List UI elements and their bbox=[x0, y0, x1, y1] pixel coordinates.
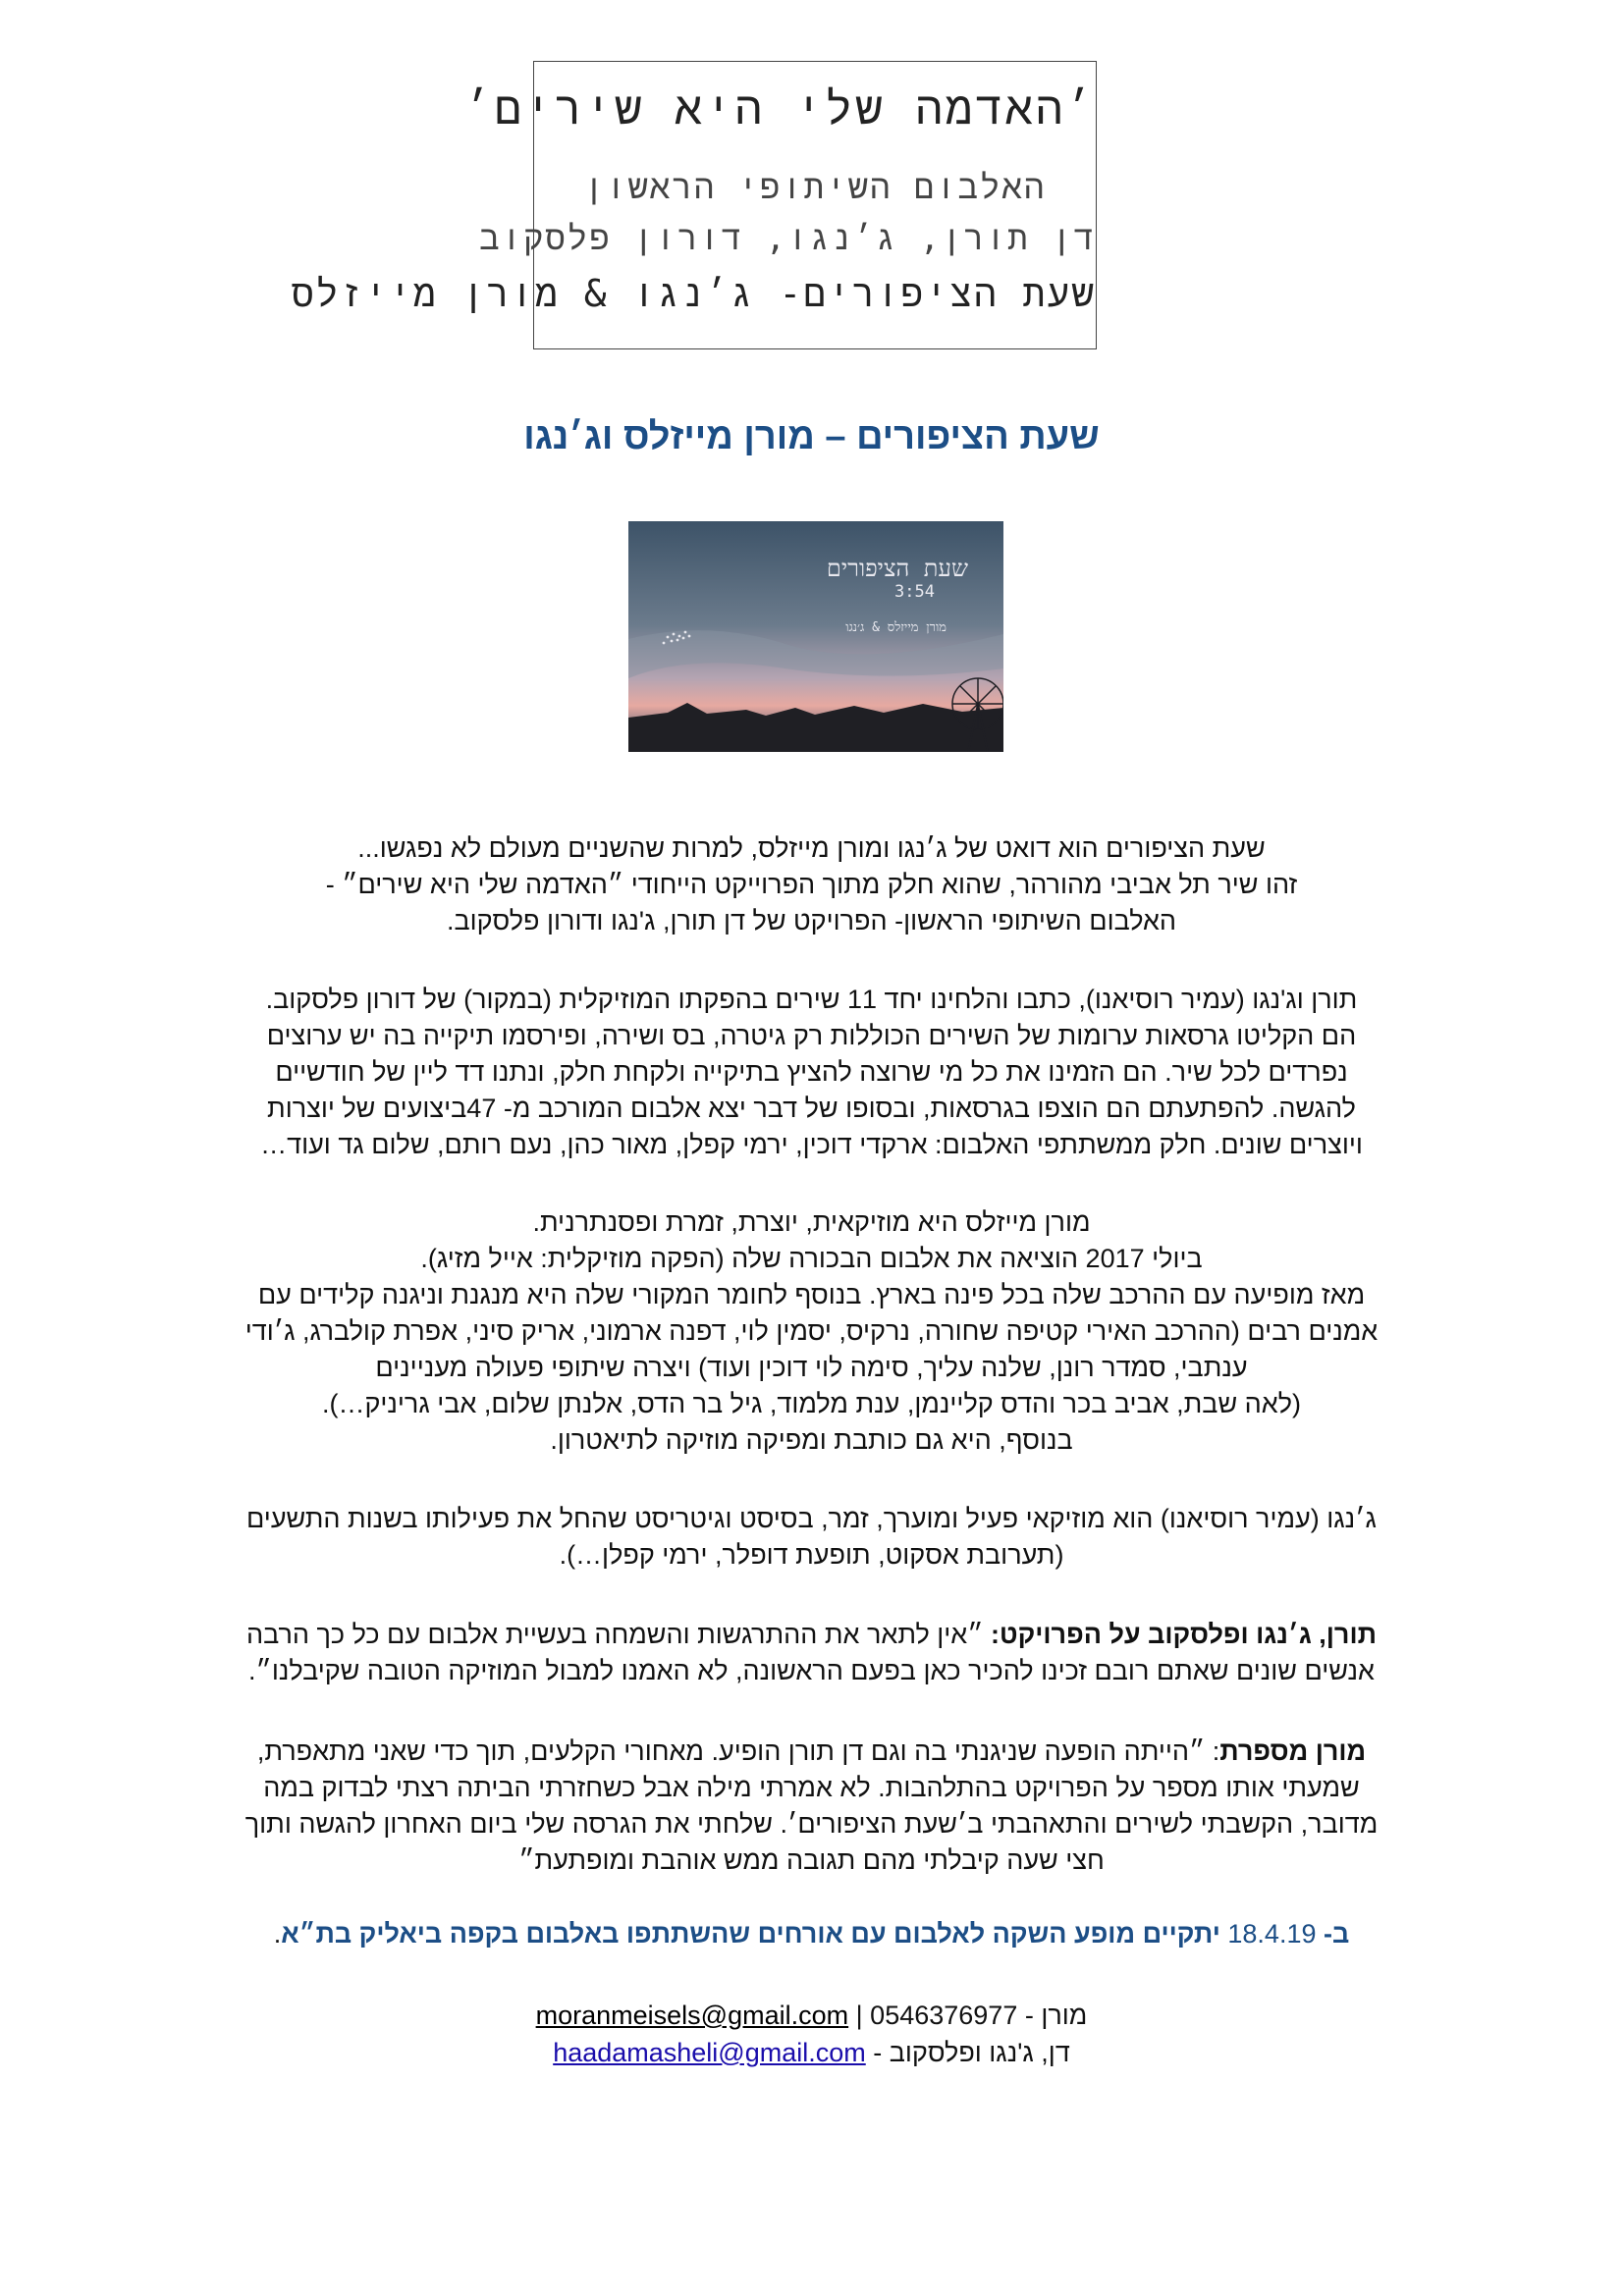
separator: | bbox=[855, 2001, 863, 2030]
moran-contact-line bbox=[0, 1997, 1623, 2034]
cover-title: שעת הציפורים bbox=[826, 555, 968, 582]
text-line: שעת הציפורים הוא דואט של ג׳נגו ומורן מייזלס, למרות שהשניים מעולם לא נפגשו... bbox=[357, 833, 1266, 863]
cover-artists: מורן מייזלס & ג׳נגו bbox=[845, 620, 947, 635]
launch-event-notice bbox=[0, 1919, 1623, 1949]
album-name: ׳האדמה שלי היא שירים׳ bbox=[464, 81, 1096, 134]
text-line bbox=[147, 1734, 1476, 1770]
text-line: אנשים שונים שאתם רובם זכינו להכיר כאן בפעם הראשונה, לא האמנו למבול המוזיקה הטובה שקיבלנו״. bbox=[248, 1656, 1375, 1685]
moran-label: מורן - bbox=[1024, 2001, 1088, 2030]
quote-text: : ״הייתה הופעה שניגנתי בה וגם דן תורן הופיע. מאחורי הקלעים, תוך כדי שאני מתאפרת, bbox=[256, 1736, 1220, 1766]
album-header-box bbox=[291, 61, 1097, 349]
page-title: שעת הציפורים – מורן מייזלס וג׳נגו bbox=[523, 416, 1100, 457]
invite-prefix: ב- bbox=[1324, 1919, 1350, 1949]
text-line: הם הקליטו גרסאות ערומות של השירים הכוללות רק גיטרה, בס ושירה, ופירסמו תיקייה בה יש ערוצים bbox=[266, 1021, 1357, 1050]
text-line: ביולי 2017 הוציאה את אלבום הבכורה שלה (הפקה מוזיקלית: אייל מזיג). bbox=[420, 1244, 1203, 1273]
album-creators: דן תורן, ג׳נגו, דורון פלסקוב bbox=[479, 219, 1096, 258]
text-line: ענתבי, סמדר רונן, שלנה עליך, סימה לוי דוכין ועוד) ויצרה שיתופי פעולה מעניינים bbox=[375, 1353, 1248, 1382]
album-subtitle: האלבום השיתופי הראשון bbox=[583, 168, 1047, 207]
moran-quote-paragraph bbox=[147, 1734, 1476, 1879]
text-line: מורן מייזלס היא מוזיקאית, יוצרת, זמרת ופסנתרנית. bbox=[532, 1207, 1091, 1237]
creators-quote-paragraph bbox=[147, 1617, 1476, 1689]
text-line: מדובר, הקשבתי לשירים והתאהבתי ב׳שעת הציפורים׳. שלחתי את הגרסה שלי ביום האחרון להגשה ותוך bbox=[244, 1809, 1379, 1839]
text-line: אמנים רבים (ההרכב האירי קטיפה שחורה, נרקיס, יסמין לוי, דפנה ארמוני, אריק סיני, אפרת קולברג, ג׳ודי bbox=[244, 1316, 1379, 1346]
text-line: האלבום השיתופי הראשון- הפרויקט של דן תורן, ג'נגו ודורון פלסקוב. bbox=[446, 906, 1177, 935]
text-line: להגשה. להפתעתם הם הוצפו בגרסאות, ובסופו של דבר יצא אלבום המורכב מ- 47ביצועים של יוצרות bbox=[267, 1094, 1356, 1123]
text-line bbox=[147, 1617, 1476, 1653]
song-cover-image bbox=[628, 521, 1003, 752]
text-line: מאז מופיעה עם ההרכב שלה בכל פינה בארץ. בנוסף לחומר המקורי שלה היא מנגנת וניגנה קלידים עם bbox=[257, 1280, 1366, 1309]
text-line: נפרדים לכל שיר. הם הזמינו את כל מי שרוצה להציץ בתיקייה ולקחת חלק, ונתנו דד ליין של חודשיים bbox=[275, 1057, 1348, 1087]
text-line: ג׳נגו (עמיר רוסיאנו) הוא מוזיקאי פעיל ומוערך, זמר, בסיסט וגיטריסט שהחל את פעילותו בשנות התשעים bbox=[246, 1504, 1377, 1533]
text-line: חצי שעה קיבלתי מהם תגובה ממש אוהבת ומופתעת״ bbox=[518, 1845, 1105, 1875]
invite-period: . bbox=[273, 1919, 282, 1949]
quote-speaker: מורן מספרת bbox=[1219, 1736, 1367, 1766]
team-email-link[interactable]: haadamasheli@gmail.com bbox=[553, 2038, 866, 2067]
text-line: (לאה שבת, אביב בכר והדס קליינמן, ענת מלמוד, גיל בר הדס, אלנתן שלום, אבי גריניק…). bbox=[321, 1389, 1302, 1418]
cover-duration: 3:54 bbox=[894, 582, 935, 602]
song-credit: שעת הציפורים- ג׳נגו & מורן מייזלס bbox=[291, 272, 1096, 315]
quote-text: ״אין לתאר את ההתרגשות והשמחה בעשיית אלבום עם כל כך הרבה bbox=[245, 1620, 992, 1649]
moran-bio-paragraph bbox=[147, 1204, 1476, 1459]
text-line: בנוסף, היא גם כותבת ומפיקה מוזיקה לתיאטרון. bbox=[550, 1425, 1073, 1455]
team-label: דן, ג'נגו ופלסקוב - bbox=[873, 2038, 1070, 2067]
text-line: שמעתי אותו מספר על הפרויקט בהתלהבות. לא אמרתי מילה אבל כשחזרתי הביתה רצתי לבדוק במה bbox=[263, 1773, 1360, 1802]
quote-speaker: תורן, ג׳נגו ופלסקוב על הפרויקט: bbox=[991, 1620, 1378, 1649]
text-line: תורן וג'נגו (עמיר רוסיאנו), כתבו והלחינו יחד 11 שירים בהפקתו המוזיקלית (במקור) של דורון פלסקוב. bbox=[265, 985, 1358, 1014]
contact-info bbox=[0, 1997, 1623, 2071]
project-paragraph bbox=[147, 982, 1476, 1163]
invite-text: יתקיים מופע השקה לאלבום עם אורחים שהשתתפו באלבום בקפה ביאליק בת״א bbox=[281, 1919, 1220, 1949]
moran-phone: 0546376977 bbox=[870, 2001, 1018, 2030]
moran-email-link[interactable]: moranmeisels@gmail.com bbox=[535, 2001, 849, 2030]
text-line: זהו שיר תל אביבי מהורהר, שהוא חלק מתוך הפרוייקט הייחודי ״האדמה שלי היא שירים״ - bbox=[325, 870, 1298, 899]
invite-date: 18.4.19 bbox=[1227, 1919, 1317, 1949]
text-line: (תערובת אסקוט, תופעת דופלר, ירמי קפלן…). bbox=[559, 1540, 1064, 1570]
jango-bio-paragraph bbox=[147, 1501, 1476, 1574]
text-line: ויוצרים שונים. חלק ממשתתפי האלבום: ארקדי דוכין, ירמי קפלן, מאור כהן, נעם רותם, שלום גד ועוד… bbox=[260, 1130, 1363, 1159]
intro-paragraph bbox=[147, 830, 1476, 939]
team-contact-line bbox=[0, 2034, 1623, 2071]
